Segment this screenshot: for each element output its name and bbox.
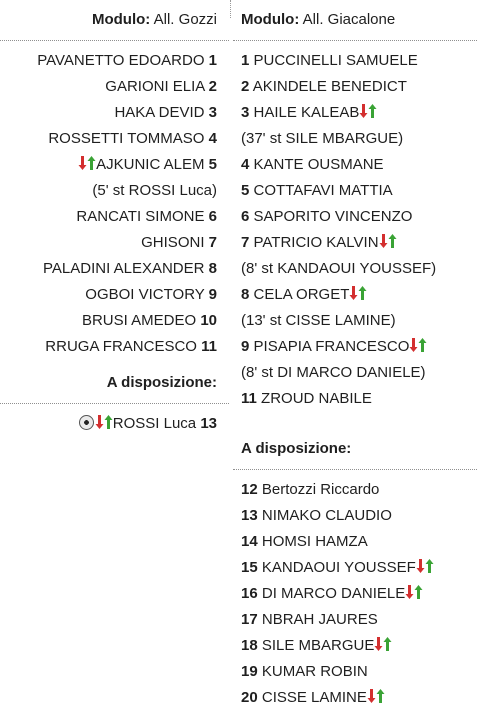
away-starters-list bbox=[233, 48, 477, 412]
player-row bbox=[233, 607, 477, 633]
player-row bbox=[233, 633, 477, 659]
player-number: 4 bbox=[208, 130, 217, 147]
player-name: PUCCINELLI SAMUELE bbox=[253, 52, 418, 69]
player-name: NIMAKO CLAUDIO bbox=[261, 507, 392, 524]
player-number: 4 bbox=[241, 156, 250, 173]
player-row bbox=[0, 74, 229, 100]
column-divider bbox=[230, 0, 231, 18]
player-name: GARIONI ELIA bbox=[105, 78, 205, 95]
player-row bbox=[233, 74, 477, 100]
player-row bbox=[0, 204, 229, 230]
substitution-text: (8' st KANDAOUI YOUSSEF) bbox=[241, 260, 437, 277]
player-name: HAILE KALEAB bbox=[253, 104, 360, 121]
player-name: SILE MBARGUE bbox=[261, 637, 375, 654]
away-lineup bbox=[233, 0, 477, 711]
substitution-icon bbox=[405, 583, 423, 601]
player-name: PATRICIO KALVIN bbox=[253, 234, 379, 251]
player-number: 10 bbox=[200, 312, 217, 329]
player-number: 14 bbox=[241, 533, 258, 550]
player-name: NBRAH JAURES bbox=[261, 611, 378, 628]
player-name: KANTE OUSMANE bbox=[253, 156, 384, 173]
player-row bbox=[0, 152, 229, 178]
player-number: 6 bbox=[208, 208, 217, 225]
home-coach-label: Modulo: bbox=[91, 11, 151, 28]
player-row bbox=[233, 334, 477, 360]
player-name: HAKA DEVID bbox=[114, 104, 205, 121]
player-number: 9 bbox=[208, 286, 217, 303]
player-number: 1 bbox=[208, 52, 217, 69]
substitution-text: (5' st ROSSI Luca) bbox=[92, 182, 217, 199]
player-row bbox=[0, 230, 229, 256]
substitution-note bbox=[233, 308, 477, 334]
player-name: CELA ORGET bbox=[253, 286, 350, 303]
player-number: 15 bbox=[241, 559, 258, 576]
player-number: 7 bbox=[241, 234, 250, 251]
player-row bbox=[233, 204, 477, 230]
player-name: BRUSI AMEDEO bbox=[81, 312, 197, 329]
player-name: KANDAOUI YOUSSEF bbox=[261, 559, 416, 576]
substitution-icon bbox=[409, 336, 427, 354]
substitution-text: (13' st CISSE LAMINE) bbox=[241, 312, 396, 329]
player-number: 20 bbox=[241, 689, 258, 706]
player-name: PALADINI ALEXANDER bbox=[43, 260, 205, 277]
player-row bbox=[233, 659, 477, 685]
player-row bbox=[233, 503, 477, 529]
player-number: 12 bbox=[241, 481, 258, 498]
player-number: 17 bbox=[241, 611, 258, 628]
away-bench-title: A disposizione: bbox=[241, 440, 352, 457]
player-row bbox=[233, 230, 477, 256]
player-row bbox=[0, 126, 229, 152]
home-bench-list bbox=[0, 411, 229, 437]
player-number: 6 bbox=[241, 208, 250, 225]
away-coach-name: All. Giacalone bbox=[302, 11, 396, 28]
player-number: 19 bbox=[241, 663, 258, 680]
player-name: AKINDELE BENEDICT bbox=[252, 78, 407, 95]
substitution-note bbox=[233, 126, 477, 152]
home-bench-title: A disposizione: bbox=[106, 374, 217, 391]
player-name: SAPORITO VINCENZO bbox=[253, 208, 413, 225]
substitution-icon bbox=[95, 413, 113, 431]
substitution-icon bbox=[416, 557, 434, 575]
away-bench-list bbox=[233, 477, 477, 711]
substitution-note bbox=[233, 256, 477, 282]
substitution-text: (37' st SILE MBARGUE) bbox=[241, 130, 404, 147]
substitution-icon bbox=[374, 635, 392, 653]
player-number: 11 bbox=[201, 338, 217, 355]
substitution-icon bbox=[379, 232, 397, 250]
player-number: 11 bbox=[241, 390, 257, 407]
substitution-note bbox=[0, 178, 229, 204]
player-number: 3 bbox=[241, 104, 250, 121]
player-row bbox=[233, 386, 477, 412]
home-coach-header bbox=[0, 0, 229, 40]
player-row bbox=[233, 555, 477, 581]
player-row bbox=[0, 282, 229, 308]
player-row bbox=[233, 685, 477, 711]
home-coach-name: All. Gozzi bbox=[153, 11, 217, 28]
sub-out-icon bbox=[78, 154, 96, 172]
player-name: Bertozzi Riccardo bbox=[261, 481, 380, 498]
player-name: GHISONI bbox=[141, 234, 205, 251]
away-coach-header bbox=[233, 0, 477, 40]
player-name: RRUGA FRANCESCO bbox=[45, 338, 197, 355]
substitution-icon bbox=[359, 102, 377, 120]
player-row bbox=[233, 48, 477, 74]
away-coach-label: Modulo: bbox=[241, 11, 300, 28]
player-number: 5 bbox=[208, 156, 217, 173]
player-number: 2 bbox=[208, 78, 217, 95]
player-number: 3 bbox=[208, 104, 217, 121]
player-row bbox=[0, 100, 229, 126]
player-number: 18 bbox=[241, 637, 258, 654]
player-row bbox=[0, 411, 229, 437]
substitution-icon bbox=[349, 284, 367, 302]
player-name: KUMAR ROBIN bbox=[261, 663, 368, 680]
player-name: AJKUNIC ALEM bbox=[96, 156, 205, 173]
player-name: RANCATI SIMONE bbox=[76, 208, 205, 225]
player-row bbox=[233, 477, 477, 503]
home-lineup bbox=[0, 0, 229, 437]
player-number: 13 bbox=[200, 415, 217, 432]
player-row bbox=[233, 178, 477, 204]
player-name: OGBOI VICTORY bbox=[85, 286, 205, 303]
player-name: PAVANETTO EDOARDO bbox=[37, 52, 205, 69]
player-name: ROSSI Luca bbox=[112, 415, 197, 432]
home-starters-list bbox=[0, 48, 229, 360]
player-row bbox=[233, 100, 477, 126]
player-row bbox=[233, 529, 477, 555]
player-row bbox=[0, 256, 229, 282]
substitution-icon bbox=[367, 687, 385, 705]
player-row bbox=[233, 581, 477, 607]
goal-ball-icon bbox=[79, 415, 94, 430]
player-row bbox=[0, 334, 229, 360]
player-name: PISAPIA FRANCESCO bbox=[253, 338, 410, 355]
player-name: HOMSI HAMZA bbox=[261, 533, 368, 550]
player-name: COTTAFAVI MATTIA bbox=[253, 182, 393, 199]
player-number: 7 bbox=[208, 234, 217, 251]
player-row bbox=[0, 48, 229, 74]
player-name: ZROUD NABILE bbox=[261, 390, 372, 407]
player-number: 16 bbox=[241, 585, 258, 602]
player-number: 2 bbox=[241, 78, 250, 95]
player-number: 13 bbox=[241, 507, 258, 524]
substitution-note bbox=[233, 360, 477, 386]
player-row bbox=[233, 282, 477, 308]
player-name: DI MARCO DANIELE bbox=[261, 585, 406, 602]
player-name: ROSSETTI TOMMASO bbox=[48, 130, 205, 147]
player-number: 8 bbox=[241, 286, 250, 303]
player-number: 8 bbox=[208, 260, 217, 277]
substitution-text: (8' st DI MARCO DANIELE) bbox=[241, 364, 426, 381]
player-name: CISSE LAMINE bbox=[261, 689, 367, 706]
player-number: 1 bbox=[241, 52, 250, 69]
player-number: 9 bbox=[241, 338, 250, 355]
player-row bbox=[0, 308, 229, 334]
player-row bbox=[233, 152, 477, 178]
player-number: 5 bbox=[241, 182, 250, 199]
